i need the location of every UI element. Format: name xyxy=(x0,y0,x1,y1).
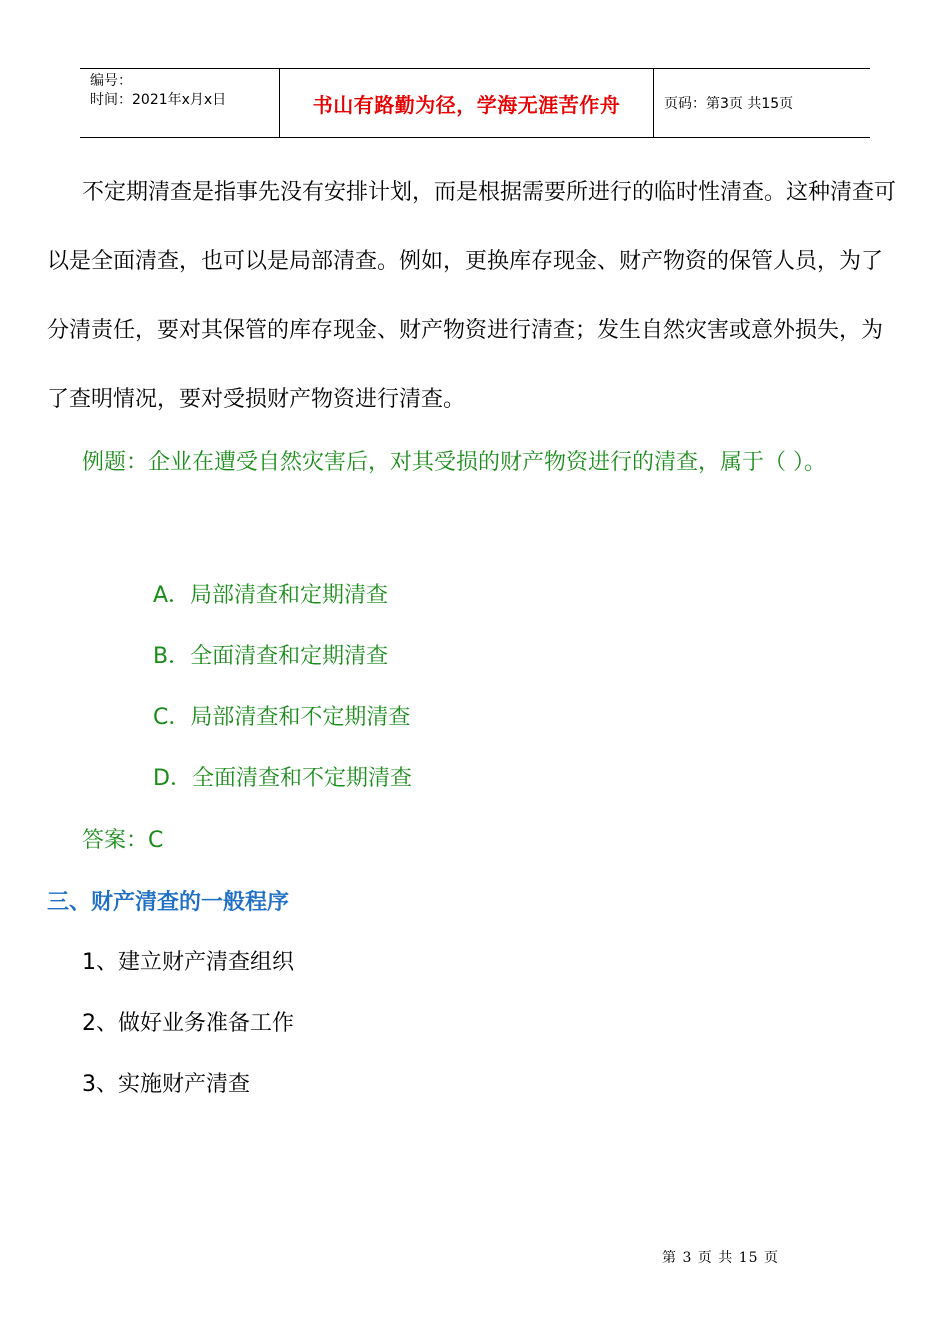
header-motto: 书山有路勤为径，学海无涯苦作舟 xyxy=(312,92,621,117)
body-paragraph: 不定期清查是指事先没有安排计划，而是根据需要所进行的临时性清查。这种清查可以是全面清查，也可以是局部清查。例如，更换库存现金、财产物资的保管人员，为了分清责任，要对其保管的库存现金、财产物资进行清查；发生自然灾害或意外损失，为了查明情况，要对受损财产物资进行清查。 xyxy=(47,180,897,412)
step-1: 1、建立财产清查组织 xyxy=(82,950,294,975)
document-number-label: 编号： xyxy=(90,73,132,89)
section-title: 三、财产清查的一般程序 xyxy=(47,890,290,915)
example-question: 例题：企业在遭受自然灾害后，对其受损的财产物资进行的清查，属于（ ）。 xyxy=(82,450,826,475)
option-a: A．局部清查和定期清查 xyxy=(153,583,389,608)
option-c: C．局部清查和不定期清查 xyxy=(153,705,411,730)
header-motto-cell xyxy=(280,69,654,137)
step-2: 2、做好业务准备工作 xyxy=(82,1011,294,1036)
header-meta-cell xyxy=(80,69,280,137)
option-b: B．全面清查和定期清查 xyxy=(153,644,389,669)
answer: 答案：C xyxy=(82,828,164,853)
document-header xyxy=(80,68,870,138)
document-date: 时间：2021年x月x日 xyxy=(90,92,227,108)
step-3: 3、实施财产清查 xyxy=(82,1072,250,1097)
page-footer: 第 3 页 共 15 页 xyxy=(662,1250,779,1266)
header-page-cell xyxy=(654,69,870,137)
option-d: D．全面清查和不定期清查 xyxy=(153,766,412,791)
header-page-info: 页码：第3页 共15页 xyxy=(664,96,794,112)
